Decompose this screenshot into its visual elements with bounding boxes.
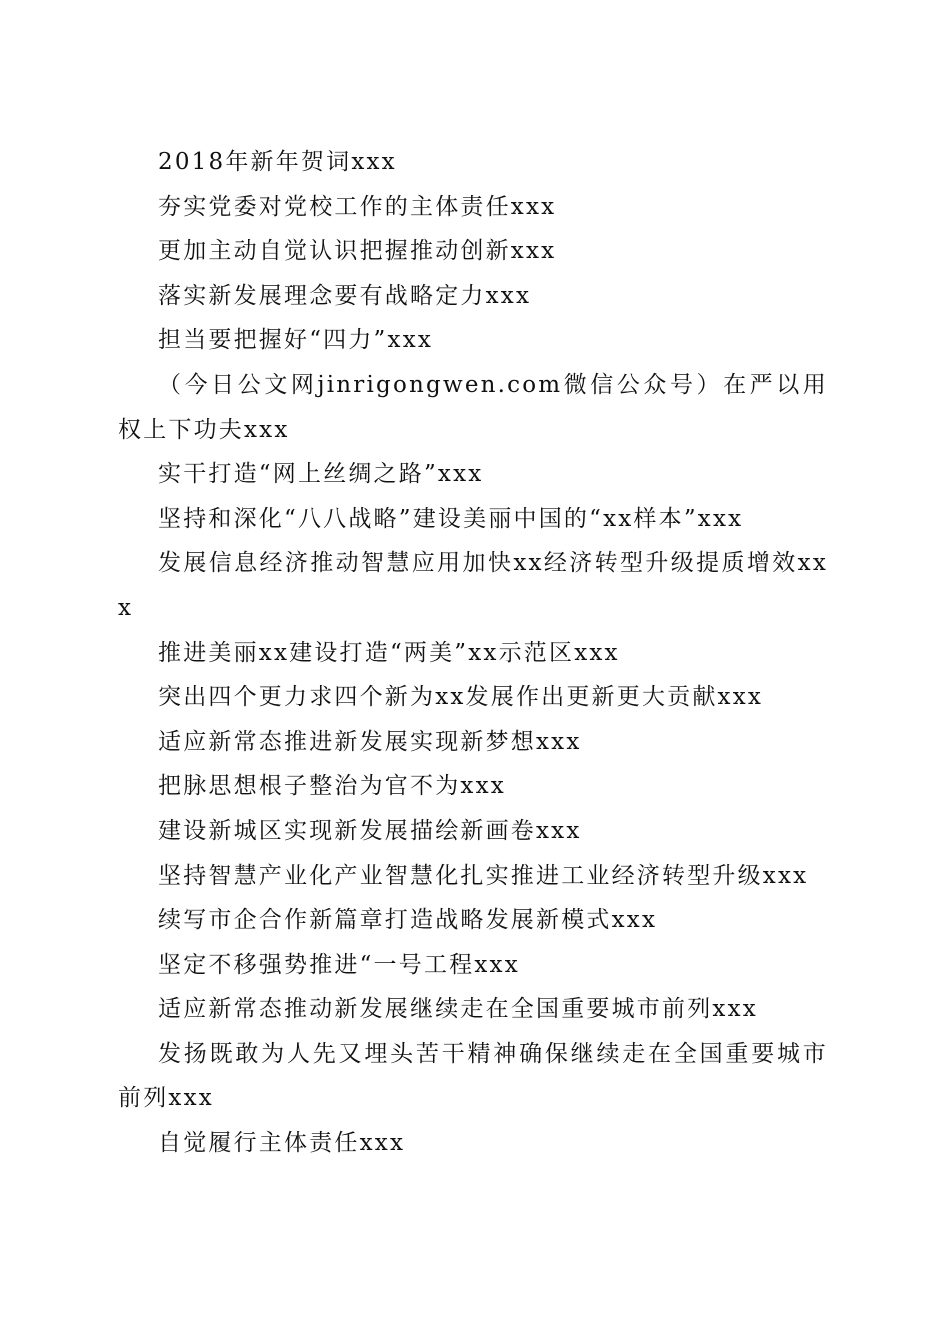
list-item: 实干打造“网上丝绸之路”xxx <box>158 461 484 488</box>
list-item: 落实新发展理念要有战略定力xxx <box>158 282 532 309</box>
document-body <box>118 140 828 1166</box>
list-item: 夯实党委对党校工作的主体责任xxx <box>158 193 557 220</box>
list-item: 2018年新年贺词xxx <box>158 149 397 175</box>
list-item: 突出四个更力求四个新为xx发展作出更新更大贡献xxx <box>158 684 764 711</box>
list-item: 适应新常态推动新发展继续走在全国重要城市前列xxx <box>158 996 758 1023</box>
list-item: 发扬既敢为人先又埋头苦干精神确保继续走在全国重要城市前列xxx <box>118 1040 828 1112</box>
list-item: 适应新常态推进新发展实现新梦想xxx <box>158 728 582 755</box>
list-item: 坚定不移强势推进“一号工程xxx <box>158 951 520 978</box>
list-item: （今日公文网jinrigongwen.com微信公众号）在严以用权上下功夫xxx <box>118 371 828 443</box>
list-item: 续写市企合作新篇章打造战略发展新模式xxx <box>158 907 658 934</box>
list-item: 推进美丽xx建设打造“两美”xx示范区xxx <box>158 639 620 666</box>
list-item: 更加主动自觉认识把握推动创新xxx <box>158 238 557 265</box>
list-item: 发展信息经济推动智慧应用加快xx经济转型升级提质增效xxx <box>118 550 828 621</box>
list-item: 建设新城区实现新发展描绘新画卷xxx <box>158 817 582 844</box>
list-item: 坚持和深化“八八战略”建设美丽中国的“xx样本”xxx <box>158 505 744 532</box>
list-item: 坚持智慧产业化产业智慧化扎实推进工业经济转型升级xxx <box>158 862 809 889</box>
list-item: 把脉思想根子整治为官不为xxx <box>158 773 506 800</box>
list-item: 担当要把握好“四力”xxx <box>158 327 434 354</box>
list-item: 自觉履行主体责任xxx <box>158 1130 406 1157</box>
